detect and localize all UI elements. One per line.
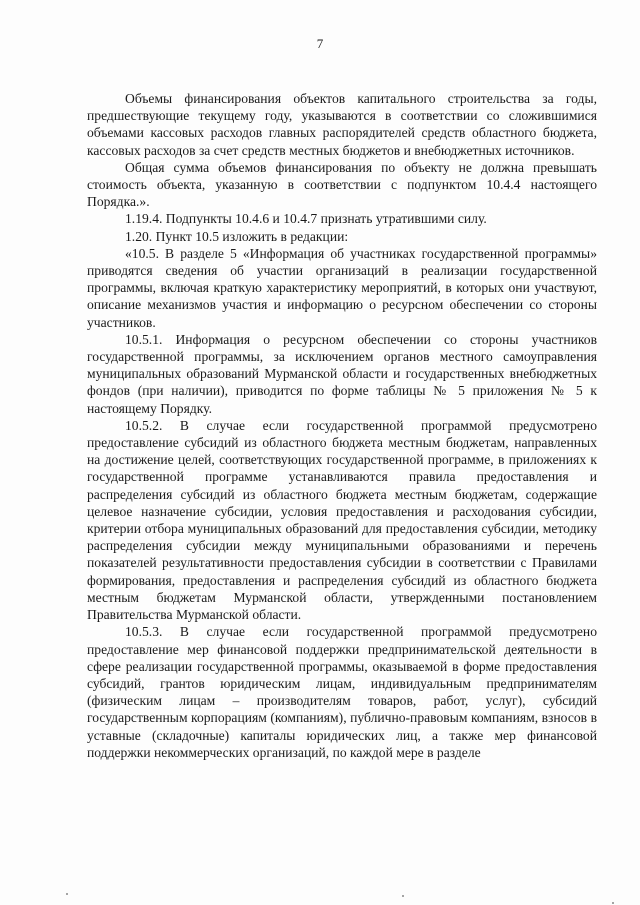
document-body [87, 90, 597, 761]
scan-speck [402, 895, 404, 897]
paragraph-10-5-2: 10.5.2. В случае если государственной программой предусмотрено предоставление субсидий из областного бюджета местным бюджетам, направленных на достижение целей, соответствующих государственной программе, в приложениях к государственной программе устанавливаются правила предоставления и распределения субсидий из областного бюджета местным бюджетам, содержащие целевое назначение субсидии, условия предоставления и расходования субсидии, критерии отбора муниципальных образований для предоставления субсидии, методику распределения субсидии между муниципальными образованиями и перечень показателей результативности предоставления субсидии в соответствии с Правилами формирования, предоставления и распределения субсидий из областного бюджета местным бюджетам Мурманской области, утвержденными постановлением Правительства Мурманской области. [87, 417, 597, 623]
scan-speck [612, 902, 614, 904]
paragraph-10-5: «10.5. В разделе 5 «Информация об участниках государственной программы» приводятся сведения об участии организаций в реализации государственной программы, включая краткую характеристику мероприятий, в которых они участвуют, описание механизмов участия и информацию о ресурсном обеспечении со стороны участников. [87, 245, 597, 330]
paragraph-10-5-1: 10.5.1. Информация о ресурсном обеспечении со стороны участников государственной программы, за исключением органов местного самоуправления муниципальных образований Мурманской области и государственных внебюджетных фондов (при наличии), приводится по форме таблицы № 5 приложения № 5 к настоящему Порядку. [87, 331, 597, 416]
paragraph-total-financing: Общая сумма объемов финансирования по объекту не должна превышать стоимость объекта, указанную в соответствии с подпунктом 10.4.4 настоящего Порядка.». [87, 159, 597, 210]
scan-speck [66, 893, 68, 895]
paragraph-1-19-4: 1.19.4. Подпункты 10.4.6 и 10.4.7 признать утратившими силу. [125, 211, 487, 227]
paragraph-1-20: 1.20. Пункт 10.5 изложить в редакции: [125, 228, 349, 244]
paragraph-10-5-3: 10.5.3. В случае если государственной программой предусмотрено предоставление мер финансовой поддержки предпринимательской деятельности в сфере реализации государственной программы, оказываемой в форме предоставления субсидий, грантов юридическим лицам, индивидуальным предпринимателям (физическим лицам – производителям товаров, работ, услуг), субсидий государственным корпорациям (компаниям), публично-правовым компаниям, взносов в уставные (складочные) капиталы юридических лиц, а также мер финансовой поддержки некоммерческих организаций, по каждой мере в разделе [87, 624, 597, 760]
paragraph-financing-past-years: Объемы финансирования объектов капитального строительства за годы, предшествующие текущему году, указываются в соответствии со сложившимися объемами кассовых расходов главных распорядителей средств областного бюджета, кассовых расходов за счет средств местных бюджетов и внебюджетных источников. [87, 91, 597, 158]
page-number: 7 [316, 36, 324, 51]
